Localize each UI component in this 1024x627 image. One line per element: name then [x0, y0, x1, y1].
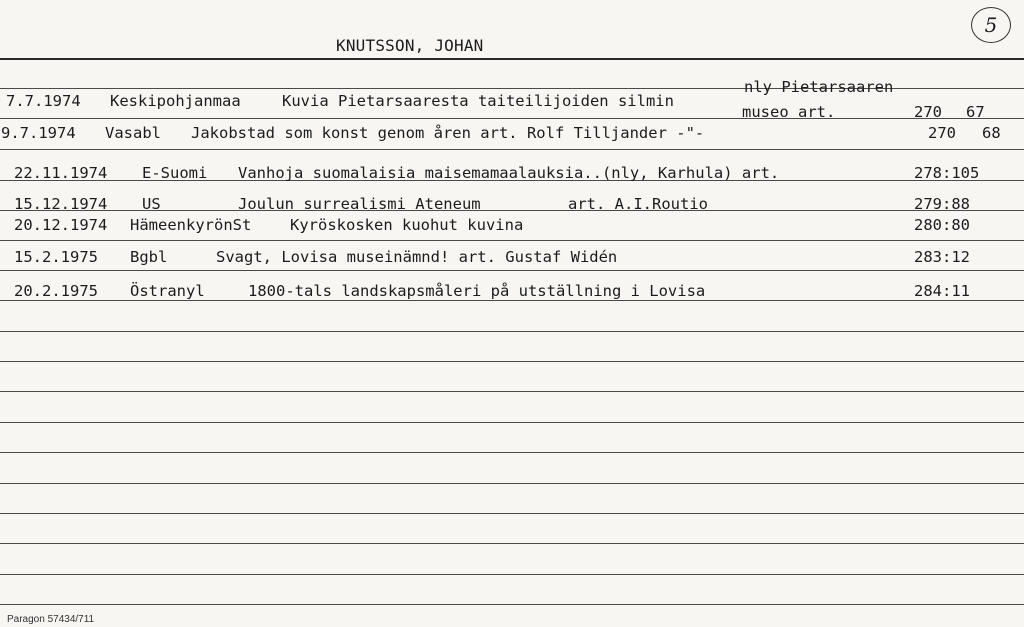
entry-text: Kyröskosken kuohut kuvina: [290, 216, 524, 234]
ruled-line: [0, 452, 1024, 453]
entry-source: HämeenkyrönSt: [130, 216, 252, 234]
entry-source: US: [142, 195, 161, 213]
ruled-line: [0, 391, 1024, 392]
entry-ref: 283:12: [914, 248, 970, 266]
ruled-line: [0, 361, 1024, 362]
entry-note: nly Pietarsaaren: [744, 78, 894, 96]
entry-ref: 278:105: [914, 164, 980, 182]
entry-text: 1800-tals landskapsmåleri på utställning i Lovisa: [248, 282, 706, 300]
card-footer: Paragon 57434/711: [7, 614, 95, 625]
entry-date: 15.12.1974: [14, 195, 108, 213]
entry-source: Keskipohjanmaa: [110, 92, 241, 110]
page-number: 5: [984, 13, 998, 37]
ruled-line: [0, 300, 1024, 301]
entry-ref: 68: [982, 124, 1001, 142]
entry-ref: 270: [928, 124, 956, 142]
entry-ref: 279:88: [914, 195, 970, 213]
card-title: KNUTSSON, JOHAN: [336, 36, 484, 55]
entry-ref: 284:11: [914, 282, 970, 300]
entry-source: E-Suomi: [142, 164, 208, 182]
entry-text: Vanhoja suomalaisia maisemamaalauksia..(nly, Karhula) art.: [238, 164, 780, 182]
entry-source: Bgbl: [130, 248, 168, 266]
ruled-line: [0, 574, 1024, 575]
entry-date: 20.12.1974: [14, 216, 108, 234]
entry-author: art. A.I.Routio: [568, 195, 708, 213]
ruled-line: [0, 331, 1024, 332]
entry-ref: 280:80: [914, 216, 970, 234]
entry-ref: 67: [966, 103, 985, 121]
ruled-line: [0, 483, 1024, 484]
entry-date: 22.11.1974: [14, 164, 108, 182]
entry-date: 7.7.1974: [6, 92, 81, 110]
ruled-line: [0, 422, 1024, 423]
entry-text: Jakobstad som konst genom åren art. Rolf Tilljander -"-: [191, 124, 705, 142]
page-number-circle: [971, 7, 1011, 43]
ruled-line: [0, 118, 1024, 119]
entry-date: 15.2.1975: [14, 248, 98, 266]
ruled-line: [0, 149, 1024, 150]
entry-text: Joulun surrealismi Ateneum: [238, 195, 481, 213]
entry-source: Vasabl: [105, 124, 161, 142]
ruled-line: [0, 270, 1024, 271]
ruled-line: [0, 604, 1024, 605]
entry-ref: 270: [914, 103, 942, 121]
ruled-line: [0, 240, 1024, 241]
entry-date: 9.7.1974: [1, 124, 76, 142]
ruled-line: [0, 513, 1024, 514]
entry-source: Östranyl: [130, 282, 205, 300]
header-rule: [0, 58, 1024, 60]
entry-text: Svagt, Lovisa museinämnd! art. Gustaf Widén: [216, 248, 618, 266]
ruled-line: [0, 543, 1024, 544]
entry-text: Kuvia Pietarsaaresta taiteilijoiden silmin: [282, 92, 674, 110]
entry-date: 20.2.1975: [14, 282, 98, 300]
entry-note: museo art.: [742, 103, 836, 121]
